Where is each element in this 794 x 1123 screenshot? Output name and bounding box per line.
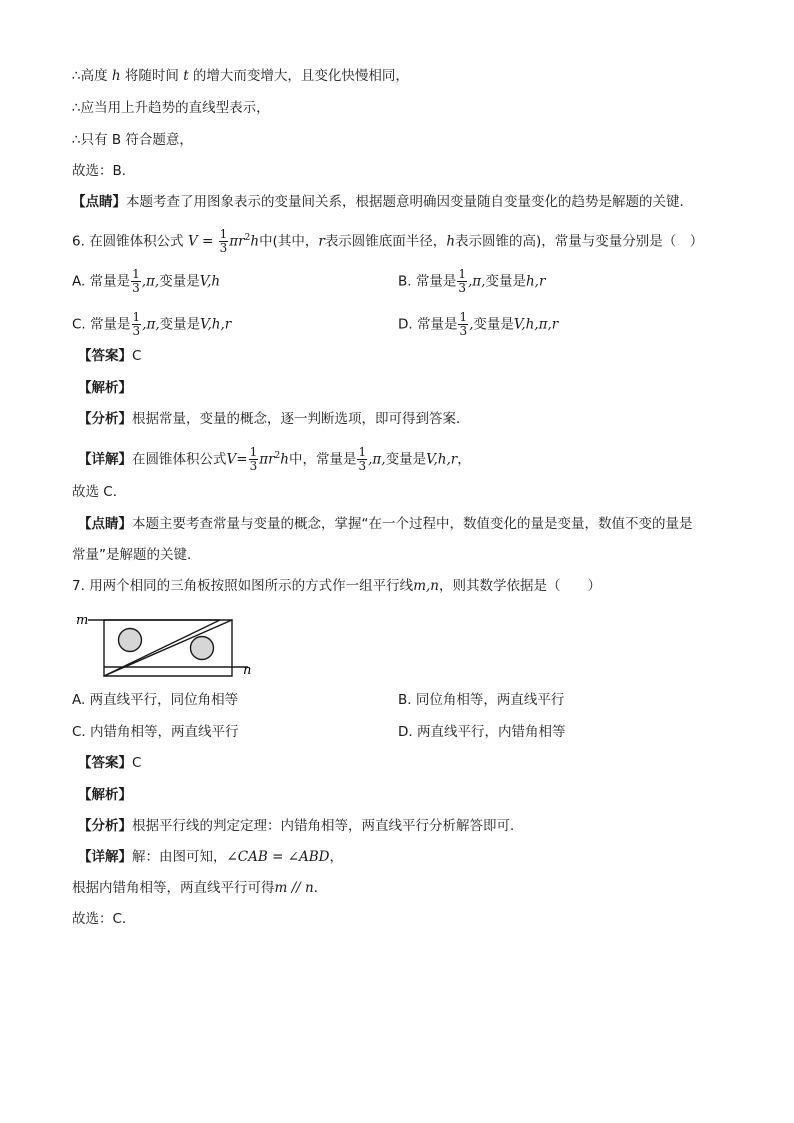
solution-line-3: ∴只有 B 符合题意， bbox=[72, 132, 193, 148]
option-b[interactable] bbox=[398, 691, 564, 709]
text: 将随时间 bbox=[124, 68, 179, 84]
detail-line bbox=[78, 446, 471, 473]
stem-text: 用两个相同的三角板按照如图所示的方式作一组平行线 bbox=[89, 578, 414, 594]
formula-h: h bbox=[250, 233, 260, 250]
text: ∴高度 bbox=[72, 68, 108, 84]
fraction-num: 1 bbox=[458, 267, 466, 281]
answer-line bbox=[78, 754, 141, 772]
point-tag: 【点睛】 bbox=[78, 516, 132, 532]
point-tag: 【点睛】 bbox=[72, 194, 126, 210]
option-consts: ,π, bbox=[468, 273, 486, 290]
option-c[interactable] bbox=[72, 311, 231, 338]
label-m: m bbox=[76, 613, 89, 628]
option-a[interactable] bbox=[72, 691, 238, 709]
var-h: h bbox=[446, 233, 456, 250]
option-label: C. bbox=[72, 316, 86, 333]
option-vars: V,h,π,r bbox=[513, 316, 559, 333]
stem-text: 表示圆锥底面半径， bbox=[324, 233, 447, 250]
option-vars: h,r bbox=[525, 273, 546, 290]
conclusion-text: ． bbox=[313, 880, 328, 896]
fraction-num: 1 bbox=[219, 227, 228, 241]
answer-value: C bbox=[132, 755, 142, 771]
point-note-5 bbox=[72, 193, 693, 211]
option-vars: V,h,r bbox=[200, 316, 232, 333]
fraction bbox=[219, 228, 229, 255]
point-line-1 bbox=[78, 515, 693, 533]
fenxi-text: 根据常量，变量的概念，逐一判断选项，即可得到答案． bbox=[132, 411, 470, 427]
triangle-hole-right bbox=[191, 637, 214, 660]
option-d[interactable] bbox=[398, 311, 558, 338]
question-number: 6. bbox=[72, 233, 85, 250]
formula-pi: π bbox=[259, 451, 269, 468]
fraction bbox=[131, 268, 141, 295]
option-consts: , bbox=[469, 316, 474, 333]
stem-text: 在圆锥体积公式 bbox=[89, 233, 184, 250]
fraction-den: 3 bbox=[458, 281, 466, 295]
conclusion-text: 根据内错角相等，两直线平行可得 bbox=[72, 880, 275, 896]
formula-pi: π bbox=[229, 233, 239, 250]
stem-text: ，则其数学依据是（ ） bbox=[438, 578, 601, 594]
formula-lhs: V bbox=[187, 233, 198, 250]
option-text: 常量是 bbox=[415, 273, 457, 290]
stem-text: 表示圆锥的高)，常量与变量分别是（ ） bbox=[455, 233, 704, 250]
fraction-num: 1 bbox=[459, 310, 468, 324]
detail-text: 在圆锥体积公式 bbox=[132, 451, 227, 468]
option-text: 变量是 bbox=[473, 316, 514, 333]
analysis-tag: 【解析】 bbox=[78, 380, 132, 396]
formula-lhs: V bbox=[226, 451, 237, 468]
answer-tag: 【答案】 bbox=[78, 755, 132, 771]
fraction bbox=[249, 446, 259, 473]
text: 的增大而变增大，且变化快慢相同， bbox=[192, 68, 409, 84]
answer-value: C bbox=[132, 348, 142, 364]
formula-exp: 2 bbox=[274, 451, 281, 461]
triangle-hole-left bbox=[119, 629, 142, 652]
option-vars: V,h bbox=[199, 273, 221, 290]
option-b[interactable] bbox=[398, 268, 545, 295]
option-text: 两直线平行，同位角相等 bbox=[89, 692, 239, 708]
conclusion-line bbox=[72, 879, 327, 897]
parallel-lines-figure bbox=[72, 608, 272, 684]
detail-text: 变量是 bbox=[385, 451, 427, 468]
var-t: t bbox=[183, 68, 189, 84]
fraction-num: 1 bbox=[132, 267, 140, 281]
fraction bbox=[357, 446, 367, 473]
fraction-num: 1 bbox=[358, 445, 367, 459]
detail-tag: 【详解】 bbox=[78, 451, 132, 468]
option-text: 常量是 bbox=[416, 316, 458, 333]
option-label: D. bbox=[398, 724, 413, 740]
choose-line: 故选 C． bbox=[72, 484, 127, 500]
formula-h: h bbox=[280, 451, 289, 468]
formula-r: r bbox=[238, 233, 245, 250]
fraction bbox=[458, 311, 468, 338]
point-line-2: 常量”是解题的关键． bbox=[72, 547, 201, 563]
question-7-stem bbox=[72, 577, 601, 595]
question-6-stem bbox=[72, 228, 703, 255]
fenxi-tag: 【分析】 bbox=[78, 818, 132, 834]
analysis-heading bbox=[78, 786, 132, 804]
label-n: n bbox=[243, 663, 252, 678]
solution-line-1 bbox=[72, 67, 409, 85]
option-label: B. bbox=[398, 273, 412, 290]
detail-text: ， bbox=[457, 451, 471, 468]
stem-vars: m,n bbox=[413, 578, 439, 594]
option-text: 变量是 bbox=[159, 273, 200, 290]
option-text: 常量是 bbox=[90, 316, 131, 333]
answer-tag: 【答案】 bbox=[78, 348, 132, 364]
analysis-tag: 【解析】 bbox=[78, 787, 132, 803]
var-h: h bbox=[111, 68, 121, 84]
detail-line bbox=[78, 848, 343, 866]
option-text: 变量是 bbox=[159, 316, 201, 333]
fraction-num: 1 bbox=[132, 310, 141, 324]
fraction bbox=[132, 311, 142, 338]
fenxi-line bbox=[78, 410, 470, 428]
formula-exp: 2 bbox=[244, 233, 251, 243]
solution-line-4: 故选：B． bbox=[72, 163, 136, 179]
option-text: 常量是 bbox=[89, 273, 131, 290]
fraction-den: 3 bbox=[358, 459, 367, 473]
fraction-den: 3 bbox=[132, 281, 140, 295]
choose-line: 故选：C． bbox=[72, 911, 136, 927]
point-text: 本题考查了用图象表示的变量间关系，根据题意明确因变量随自变量变化的趋势是解题的关键． bbox=[126, 194, 693, 210]
option-label: D. bbox=[398, 316, 413, 333]
formula-eq: = bbox=[202, 233, 214, 250]
answer-line bbox=[78, 347, 141, 365]
option-c[interactable] bbox=[72, 723, 239, 741]
option-consts: ,π, bbox=[141, 273, 160, 290]
option-label: A. bbox=[72, 692, 86, 708]
fraction-den: 3 bbox=[249, 459, 258, 473]
question-number: 7. bbox=[72, 578, 85, 594]
detail-math: ∠CAB = ∠ABD bbox=[226, 849, 330, 865]
fraction-num: 1 bbox=[249, 445, 258, 459]
detail-vars: V,h,r bbox=[426, 451, 458, 468]
option-text: 两直线平行，内错角相等 bbox=[416, 724, 566, 740]
option-a[interactable] bbox=[72, 268, 220, 295]
analysis-heading bbox=[78, 379, 132, 397]
formula-r: r bbox=[268, 451, 275, 468]
conclusion-math: m // n bbox=[274, 880, 314, 896]
fenxi-text: 根据平行线的判定定理：内错角相等，两直线平行分析解答即可． bbox=[132, 818, 524, 834]
option-text: 同位角相等，两直线平行 bbox=[415, 692, 565, 708]
fraction bbox=[457, 268, 467, 295]
solution-line-2: ∴应当用上升趋势的直线型表示， bbox=[72, 100, 270, 116]
detail-consts: ,π, bbox=[368, 451, 386, 468]
fenxi-line bbox=[78, 817, 524, 835]
fraction-den: 3 bbox=[132, 324, 141, 338]
detail-tag: 【详解】 bbox=[78, 849, 132, 865]
detail-text: ， bbox=[329, 849, 344, 865]
detail-text: 中，常量是 bbox=[288, 451, 357, 468]
option-label: C. bbox=[72, 724, 86, 740]
fraction-den: 3 bbox=[219, 241, 228, 255]
option-text: 内错角相等，两直线平行 bbox=[90, 724, 239, 740]
var-r: r bbox=[318, 233, 325, 250]
option-label: B. bbox=[398, 692, 412, 708]
fraction-den: 3 bbox=[459, 324, 468, 338]
fenxi-tag: 【分析】 bbox=[78, 411, 132, 427]
option-d[interactable] bbox=[398, 723, 565, 741]
option-consts: ,π, bbox=[142, 316, 160, 333]
point-text: 本题主要考查常量与变量的概念，掌握“在一个过程中，数值变化的量是变量，数值不变的量是 bbox=[132, 516, 693, 532]
option-text: 变量是 bbox=[485, 273, 526, 290]
stem-text: 中(其中， bbox=[259, 233, 319, 250]
detail-text: 解：由图可知， bbox=[132, 849, 227, 865]
option-label: A. bbox=[72, 273, 86, 290]
formula-eq: = bbox=[236, 451, 248, 468]
